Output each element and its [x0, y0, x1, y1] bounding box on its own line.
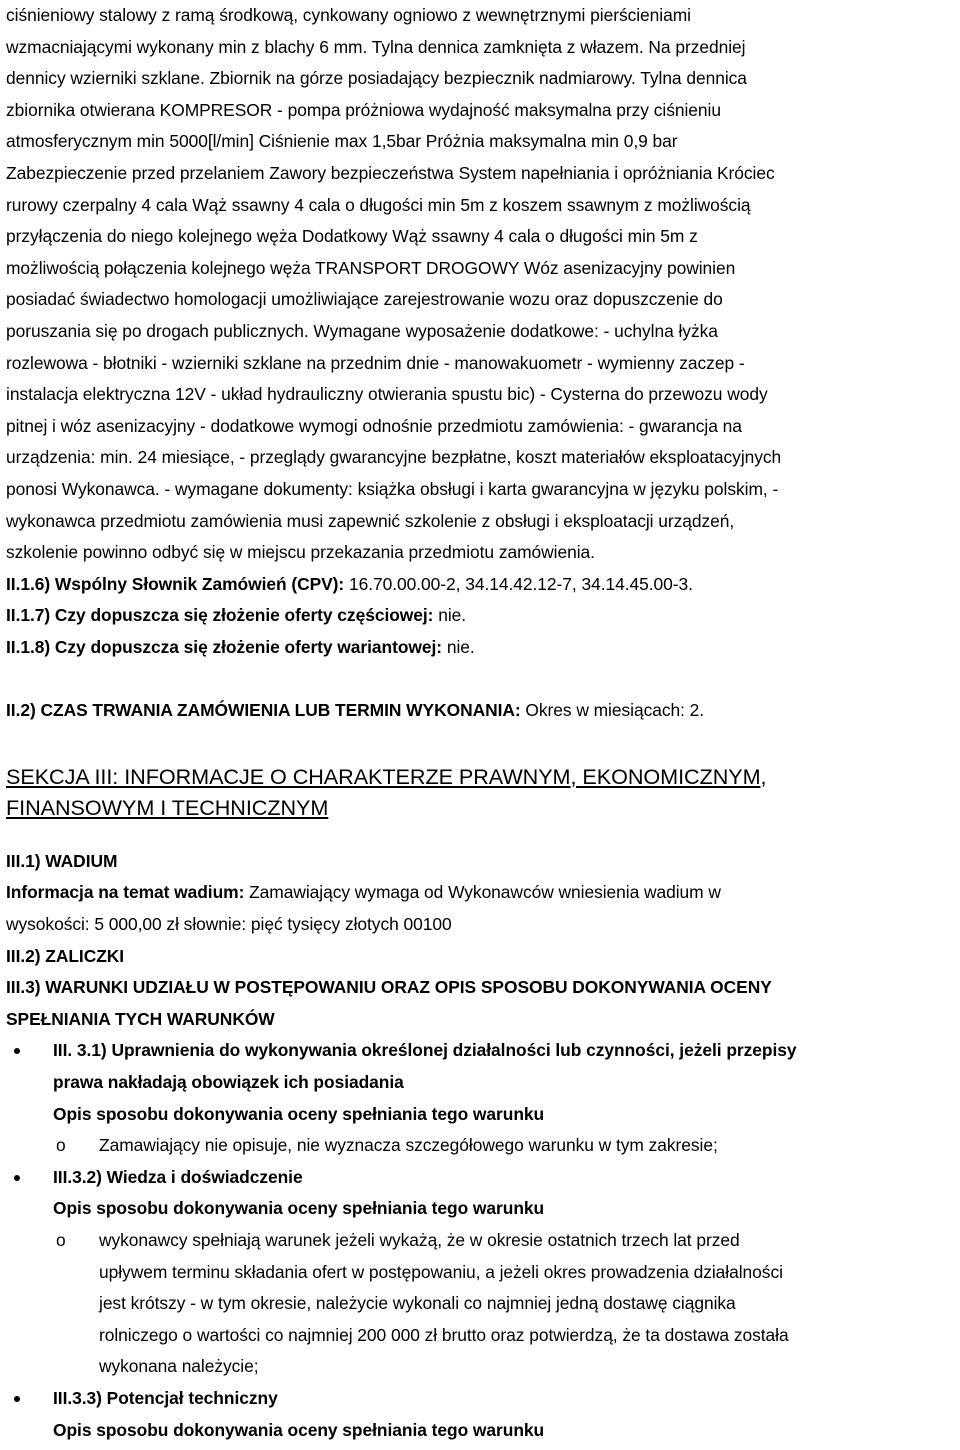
wadium-amount: wysokości: 5 000,00 zł słownie: pięć tysięcy złotych 00100 [6, 914, 452, 935]
variant-offer-line [0, 632, 960, 664]
cpv-value: 16.70.00.00-2, 34.14.42.12-7, 34.14.45.00-3. [344, 573, 693, 594]
text-line: zbiornika otwierana KOMPRESOR - pompa próżniowa wydajność maksymalna przy ciśnieniu [6, 99, 721, 120]
cpv-label: II.1.6) Wspólny Słownik Zamówień (CPV): [6, 573, 345, 594]
conditions-heading: III.3) WARUNKI UDZIAŁU W POSTĘPOWANIU ORAZ OPIS SPOSOBU DOKONYWANIA OCENY [6, 977, 772, 998]
sub-list-item-cont: rolniczego o wartości co najmniej 200 000 zł brutto oraz potwierdzą, że ta dostawa została [99, 1324, 789, 1345]
wadium-heading: III.1) WADIUM [6, 850, 118, 871]
text-line: wzmacniającymi wykonany min z blachy 6 mm. Tylna dennica zamknięta z włazem. Na przedniej [6, 36, 746, 57]
sub-list-item-cont: wykonana należycie; [99, 1356, 259, 1377]
wadium-line [0, 877, 960, 909]
conditions-heading-cont: SPEŁNIANIA TYCH WARUNKÓW [6, 1008, 275, 1029]
description-paragraph [0, 0, 960, 569]
wadium-label: Informacja na temat wadium: [6, 882, 245, 903]
variant-offer-value: nie. [442, 636, 475, 657]
list-item-technical: III.3.3) Potencjał techniczny [0, 1383, 960, 1415]
cpv-line [0, 569, 960, 601]
bullet-icon [14, 1396, 20, 1402]
duration-value: Okres w miesiącach: 2. [520, 700, 705, 721]
wadium-text: Zamawiający wymaga od Wykonawców wniesienia wadium w [244, 882, 721, 903]
text-line: Zabezpieczenie przed przelaniem Zawory bezpieczeństwa System napełniania i opróżniania Króciec [6, 162, 775, 183]
text-line: dennicy wzierniki szklane. Zbiornik na górze posiadający bezpiecznik nadmiarowy. Tylna dennica [6, 68, 747, 89]
text-line: rurowy czerpalny 4 cala Wąż ssawny 4 cala o długości min 5m z koszem ssawnym z możliwością [6, 194, 751, 215]
section-heading-line: SEKCJA III: INFORMACJE O CHARAKTERZE PRAWNYM, EKONOMICZNYM, [6, 763, 767, 789]
partial-offer-value: nie. [433, 605, 467, 626]
text-line: urządzenia: min. 24 miesiące, - przeglądy gwarancyjne bezpłatne, koszt materiałów eksploatacyjnych [6, 447, 782, 468]
sub-list-item: o wykonawcy spełniają warunek jeżeli wykażą, że w okresie ostatnich trzech lat przed [0, 1225, 960, 1257]
duration-label: II.2) CZAS TRWANIA ZAMÓWIENIA LUB TERMIN WYKONANIA: [6, 700, 521, 721]
sub-list-item-cont: jest krótszy - w tym okresie, należycie wykonali co najmniej jedną dostawę ciągnika [99, 1293, 736, 1314]
text-line: przyłączenia do niego kolejnego węża Dodatkowy Wąż ssawny 4 cala o długości min 5m z [6, 226, 698, 247]
section-heading-line: FINANSOWYM I TECHNICZNYM [6, 795, 329, 821]
text-line: ponosi Wykonawca. - wymagane dokumenty: książka obsługi i karta gwarancyjna w języku polskim, - [6, 478, 779, 499]
text-line: posiadać świadectwo homologacji umożliwiające zarejestrowanie wozu oraz dopuszczenie do [6, 289, 723, 310]
section-heading [0, 761, 960, 824]
bullet-icon [14, 1048, 20, 1054]
partial-offer-label: II.1.7) Czy dopuszcza się złożenie oferty częściowej: [6, 605, 434, 626]
list-item-experience: III.3.2) Wiedza i doświadczenie [0, 1162, 960, 1194]
circle-marker-icon: o [56, 1229, 66, 1250]
text-line: rozlewowa - błotniki - wzierniki szklane na przednim dnie - manowakuometr - wymienny zaczep - [6, 352, 745, 373]
list-item-licenses-cont: prawa nakładają obowiązek ich posiadania [53, 1072, 404, 1092]
text-line: szkolenie powinno odbyć się w miejscu przekazania przedmiotu zamówienia. [6, 542, 595, 563]
text-line: atmosferycznym min 5000[l/min] Ciśnienie max 1,5bar Próżnia maksymalna min 0,9 bar [6, 131, 678, 152]
list-item-licenses: III. 3.1) Uprawnienia do wykonywania określonej działalności lub czynności, jeżeli przepisy [0, 1035, 960, 1067]
circle-marker-icon: o [56, 1135, 66, 1156]
text-line: ciśnieniowy stalowy z ramą środkową, cynkowany ogniowo z wewnętrznymi pierścieniami [6, 5, 691, 25]
evaluation-description: Opis sposobu dokonywania oceny spełniania tego warunku [53, 1419, 545, 1440]
variant-offer-label: II.1.8) Czy dopuszcza się złożenie oferty wariantowej: [6, 636, 443, 657]
text-line: pitnej i wóz asenizacyjny - dodatkowe wymogi odnośnie przedmiotu zamówienia: - gwarancja na [6, 415, 742, 436]
text-line: wykonawca przedmiotu zamówienia musi zapewnić szkolenie z obsługi i eksploatacji urządzeń, [6, 510, 735, 531]
text-line: poruszania się po drogach publicznych. Wymagane wyposażenie dodatkowe: - uchylna łyżka [6, 320, 718, 341]
text-line: instalacja elektryczna 12V - układ hydrauliczny otwierania spustu bic) - Cysterna do przewozu wody [6, 384, 768, 405]
advances-heading: III.2) ZALICZKI [6, 945, 125, 966]
sub-list-item-cont: upływem terminu składania ofert w postępowaniu, a jeżeli okres prowadzenia działalności [99, 1261, 783, 1282]
text-line: możliwością połączenia kolejnego węża TRANSPORT DROGOWY Wóz asenizacyjny powinien [6, 257, 736, 278]
bullet-icon [14, 1175, 20, 1181]
sub-list-item: o Zamawiający nie opisuje, nie wyznacza szczegółowego warunku w tym zakresie; [0, 1130, 960, 1162]
evaluation-description: Opis sposobu dokonywania oceny spełniania tego warunku [53, 1103, 545, 1124]
evaluation-description: Opis sposobu dokonywania oceny spełniania tego warunku [53, 1198, 545, 1219]
partial-offer-line [0, 600, 960, 632]
duration-line [0, 695, 960, 727]
